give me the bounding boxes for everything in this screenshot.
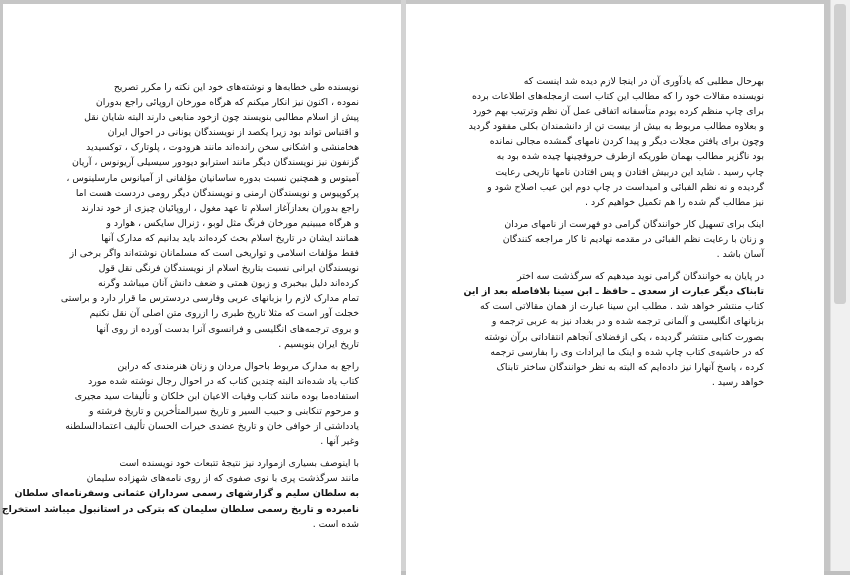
paragraph-2	[65, 359, 359, 450]
text-line: نویسنده طی خطابه‌ها و نوشته‌های خود این نکته را مکرر تصریح	[113, 82, 359, 93]
text-line: راجع به مدارک مربوط باحوال مردان و زنان هنرمندی که دراین	[117, 360, 359, 372]
paragraph-1	[468, 74, 764, 210]
page-text-right	[463, 74, 764, 388]
text-line: بود ناگزیر مطالب بهمان طوریکه ازطرف حروفچینها چیده شده بود به	[496, 151, 764, 163]
text-line: در پایان به خوانندگان گرامی نوید میدهیم که سرگذشت سه اختر	[517, 271, 764, 283]
text-line: و مرحوم تنکابنی و حبیب السیر و تاریخ سیرالمتأخرین و تاریخ فرشته و	[88, 405, 359, 417]
text-line: کتاب منتشر خواهد شد . مطلب ابن سینا عبارت از همان مقالاتی است که	[480, 301, 764, 313]
text-line: و هرگاه میبینیم مورخان فرنگ مثل لوبو ، ژنرال سایکس ، هوارد و	[106, 217, 359, 229]
text-line: تمام مدارک لازم را بزبانهای عربی وفارسی دردسترس ما قرار دارد و براستی	[60, 293, 359, 305]
text-line: خجلت آور است که مثلا تاریخ طبری را ازروی متن اصلی آن نقل نکنیم	[89, 308, 359, 320]
text-line: برای چاپ منظم کرده بودم متأسفانه اتفاقی عمل آن نظم وترتیب بهم خورد	[472, 106, 764, 118]
document-page-right	[406, 4, 824, 575]
text-line: راجع بدوران بعدازآغاز اسلام تا عهد مغول ، اروپائیان چیزی از خود ندارند	[81, 202, 359, 214]
text-line: و اقتباس تواند بود زیرا یکصد از نویسندگان یونانی در احوال ایران	[107, 127, 359, 139]
text-line: نامبرده و تاریخ رسمی سلطان سلیمان که بترکی در استانبول میباشد استخراج	[1, 503, 359, 515]
text-line: تاریخ ایران بنویسیم .	[278, 338, 359, 350]
text-line: بصورت کتابی منتشر گردیده ، یکی ازفضلای آنجاهم انتقاداتی برآن نوشته	[484, 331, 764, 343]
paragraph-1	[60, 80, 359, 352]
text-line: به سلطان سلیم و گزارشهای رسمی سرداران عثمانی وسفرنامه‌ای سلطان	[14, 488, 359, 500]
text-line: و زنان با رعایت نظم الفبائی در مقدمه نهادیم تا کار مراجعه کنندگان	[502, 233, 764, 245]
paragraph-2	[496, 217, 764, 262]
text-line: هخامنشی و اشکانی سخن رانده‌اند مانند هرودوت ، پلوتارک ، توکسیدید	[86, 142, 359, 154]
text-line: آسان باشد .	[716, 249, 764, 261]
text-line: وچون برای یافتن مجلات دیگر و پیدا کردن نامهای گمشده مجالی نمانده	[489, 136, 764, 148]
page-text-left	[1, 80, 359, 530]
paragraph-3	[1, 456, 359, 531]
text-line: نموده ، اکنون نیز انکار میکنم که هرگاه مورخان اروپائی راجع بدوران	[95, 97, 359, 109]
text-line: گزنفون نیز نویسندگان دیگر مانند استرابو دیودور سیسیلی آریونوس ، آریان	[71, 157, 359, 169]
text-line: تابناک دیگر عبارت از سعدی ـ حافظ ـ ابن سینا بلافاصله بعد از این	[463, 286, 764, 298]
text-line: چاپ رسید . شاید این دربیش افتادن و پس افتادن نامها تاریخی رعایت	[495, 166, 764, 178]
text-line: کتاب یاد شده‌اند البته چندین کتاب که در احوال رجال نوشته شده مورد	[88, 375, 359, 387]
text-line: خواهد رسید .	[711, 376, 764, 388]
text-line: شده است .	[312, 518, 359, 530]
text-line: نیز مطالب گم شده را هم تکمیل خواهیم کرد .	[585, 196, 764, 208]
text-line: استفاده‌ما بوده مانند کتاب وفیات الاعیان ابن خلکان و تألیفات سید مجیری	[74, 390, 359, 402]
text-line: همانند ایشان در تاریخ اسلام بحث کرده‌اند باید بدانیم که مدارک آنها	[101, 232, 359, 244]
text-line: وغیر آنها .	[320, 436, 359, 448]
text-line: مانند سرگذشت پری با نوی صفوی که از روی نامه‌های شهزاده سلیمان	[86, 473, 359, 485]
text-line: یادداشتی از خوافی خان و تاریخ عضدی خیرات الحسان تألیف اعتمادالسلطنه	[65, 421, 359, 433]
text-line: اینک برای تسهیل کار خوانندگان گرامی دو فهرست از نامهای مردان	[504, 218, 764, 230]
text-line: کرده‌اند دلیل بیخبری و زبون همتی و ضعف دانش آنان میباشد وگرنه	[98, 278, 359, 290]
document-page-left	[3, 4, 401, 575]
text-line: نویسندگان ایرانی نسبت بتاریخ اسلام از نویسندگان فرنگی نقل قول	[98, 263, 359, 275]
text-line: با اینوصف بسیاری ازموارد نیز نتیجهٔ تتبعات خود نویسنده است	[119, 458, 359, 470]
text-line: نویسنده مقالات خود را که مطالب این کتاب است ازمجله‌های اطلاعات برده	[472, 91, 764, 103]
text-line: پیش از اسلام مطالبی بنویسند چون ازخود منابعی دارند البته شایان نقل	[84, 112, 359, 124]
text-line: و بعلاوه مطالب مربوط به بیش از بیست تن از دانشمندان بکلی مفقود گردید	[468, 121, 764, 133]
text-line: آمیتوس و همچنین نسبت بدوره ساسانیان مؤلفانی از آمیانوس مارسلینوس ،	[66, 172, 359, 184]
text-line: گردیده و نه نظم الفبائی و امیداست در چاپ دوم این عیب اصلاح شود و	[487, 181, 764, 193]
text-line: بهرحال مطلبی که یادآوری آن در اینجا لازم دیده شد اینست که	[523, 76, 764, 87]
text-line: بزبانهای انگلیسی و آلمانی ترجمه شده و در بغداد نیز به عربی ترجمه و	[491, 316, 764, 328]
text-line: کرده ، پاسخ آنهارا نیز داده‌ایم که البته به نظر خوانندگان ساختر تابناک	[496, 361, 764, 373]
paragraph-3	[463, 269, 764, 390]
scrollbar-thumb[interactable]	[834, 4, 846, 304]
text-line: فقط مؤلفات اسلامی و تواریخی است که مسلمانان نوشته‌اند واگر برخی از	[69, 248, 359, 260]
text-line: که در حاشیه‌ی کتاب چاپ شده و اینک ما ایرادات وی را بفارسی ترجمه	[490, 346, 764, 358]
text-line: پرکوپیوس و نویسندگان ارمنی و نویسندگان دیگر رومی دردست هست اما	[75, 187, 359, 199]
text-line: و بروی ترجمه‌های انگلیسی و فرانسوی آنرا بدست آورده از روی آنها	[96, 323, 359, 335]
